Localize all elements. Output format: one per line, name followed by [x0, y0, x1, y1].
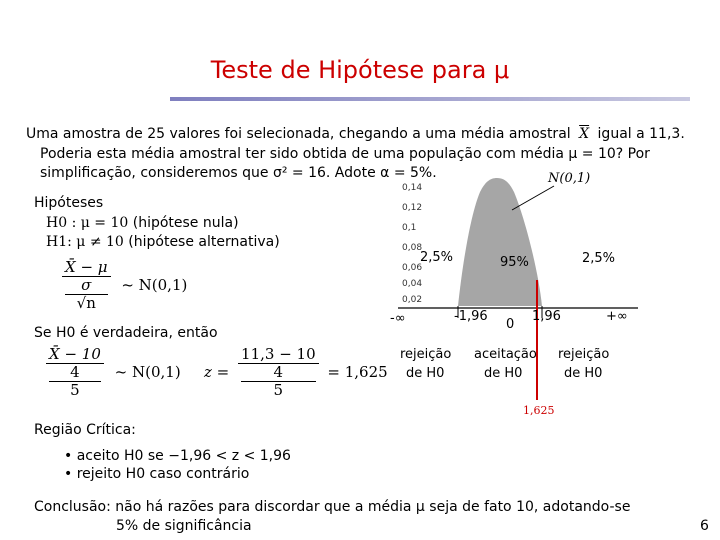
hypotheses-heading: Hipóteses [34, 195, 104, 211]
page-number: 6 [700, 518, 709, 534]
pos-critical-label: 1,96 [532, 309, 561, 324]
formula-2-den-top: 4 [49, 364, 101, 382]
distribution-label: N(0,1) [548, 171, 591, 186]
formula-2-numerator: X̄ − 10 [46, 345, 104, 364]
conclusion-line-1: Conclusão: não há razões para discordar que a média μ seja de fato 10, adotando-se [34, 499, 631, 515]
intro-line-3: simplificação, consideremos que σ² = 16. Adote α = 5%. [40, 165, 437, 181]
formula-1-numerator: X̄ − μ [62, 258, 111, 277]
neg-infinity-label: -∞ [390, 311, 406, 326]
accept-center-label: aceitação [474, 347, 537, 362]
h0-label: (hipótese nula) [132, 215, 239, 231]
h1-line [46, 232, 280, 252]
normal-distribution-diagram [370, 168, 660, 418]
formula-2-den-bottom: 5 [70, 381, 80, 399]
distribution-pointer [512, 186, 554, 210]
formula-2-result: ~ N(0,1) [114, 363, 181, 381]
y-tick: 0,1 [402, 223, 417, 233]
formula-1-result: ~ N(0,1) [121, 276, 188, 294]
formula-3-z: z = [204, 363, 230, 381]
formula-1-fraction [62, 258, 111, 312]
reject-left-label: rejeição [400, 347, 452, 362]
reject-right-label: rejeição [558, 347, 610, 362]
formula-3-den-top: 4 [241, 364, 316, 382]
formula-standardization [62, 258, 187, 312]
intro-line-1-end: igual a 11,3. [597, 126, 685, 142]
y-tick: 0,14 [402, 183, 423, 193]
critical-region-heading: Região Crítica: [34, 422, 136, 438]
formula-3-den-bottom: 5 [273, 381, 284, 399]
slide-title: Teste de Hipótese para μ [210, 56, 510, 84]
title-underline [170, 97, 690, 101]
neg-critical-label: -1,96 [454, 309, 488, 324]
formula-3-denominator [238, 364, 319, 399]
formula-2-fraction [46, 345, 104, 399]
acceptance-region-shade [458, 178, 542, 306]
observed-z-label: 1,625 [523, 404, 555, 417]
accept-center-label-2: de H0 [484, 366, 523, 381]
y-tick: 0,08 [402, 243, 423, 253]
critical-region-reject: • rejeito H0 caso contrário [64, 466, 250, 482]
right-tail-percent: 2,5% [582, 251, 616, 266]
y-tick: 0,06 [402, 263, 423, 273]
formula-h0 [46, 345, 181, 399]
formula-3-numerator: 11,3 − 10 [238, 345, 319, 364]
reject-right-label-2: de H0 [564, 366, 603, 381]
reject-left-label-2: de H0 [406, 366, 445, 381]
y-tick: 0,02 [402, 295, 423, 305]
intro-line-1 [26, 124, 685, 144]
left-tail-percent: 2,5% [420, 250, 454, 265]
h1-symbol: H1: μ ≠ 10 [46, 234, 124, 250]
y-tick: 0,12 [402, 203, 423, 213]
formula-3-fraction [238, 345, 319, 399]
xbar-symbol: $\overline{X}$ [579, 126, 590, 142]
intro-line-2: Poderia esta média amostral ter sido obtida de uma população com média μ = 10? Por [40, 146, 650, 162]
pos-infinity-label: +∞ [606, 309, 628, 324]
intro-line-1-text: Uma amostra de 25 valores foi selecionada, chegando a uma média amostral [26, 126, 571, 142]
y-tick: 0,04 [402, 279, 423, 289]
conclusion-line-2: 5% de significância [116, 518, 252, 534]
critical-region-accept: • aceito H0 se −1,96 < z < 1,96 [64, 448, 291, 464]
if-h0-true-text: Se H0 é verdadeira, então [34, 325, 218, 341]
zero-label: 0 [506, 317, 515, 332]
formula-2-denominator [46, 364, 104, 399]
formula-1-sqrt-n: √n [76, 294, 96, 312]
formula-z-value [204, 345, 388, 399]
h0-symbol: H0 : μ = 10 [46, 215, 129, 231]
h1-label: (hipótese alternativa) [128, 234, 280, 250]
center-percent: 95% [500, 255, 529, 270]
h0-line [46, 213, 239, 233]
formula-1-sigma: σ [65, 277, 108, 295]
formula-1-denominator [62, 277, 111, 312]
formula-3-result: = 1,625 [327, 363, 388, 381]
